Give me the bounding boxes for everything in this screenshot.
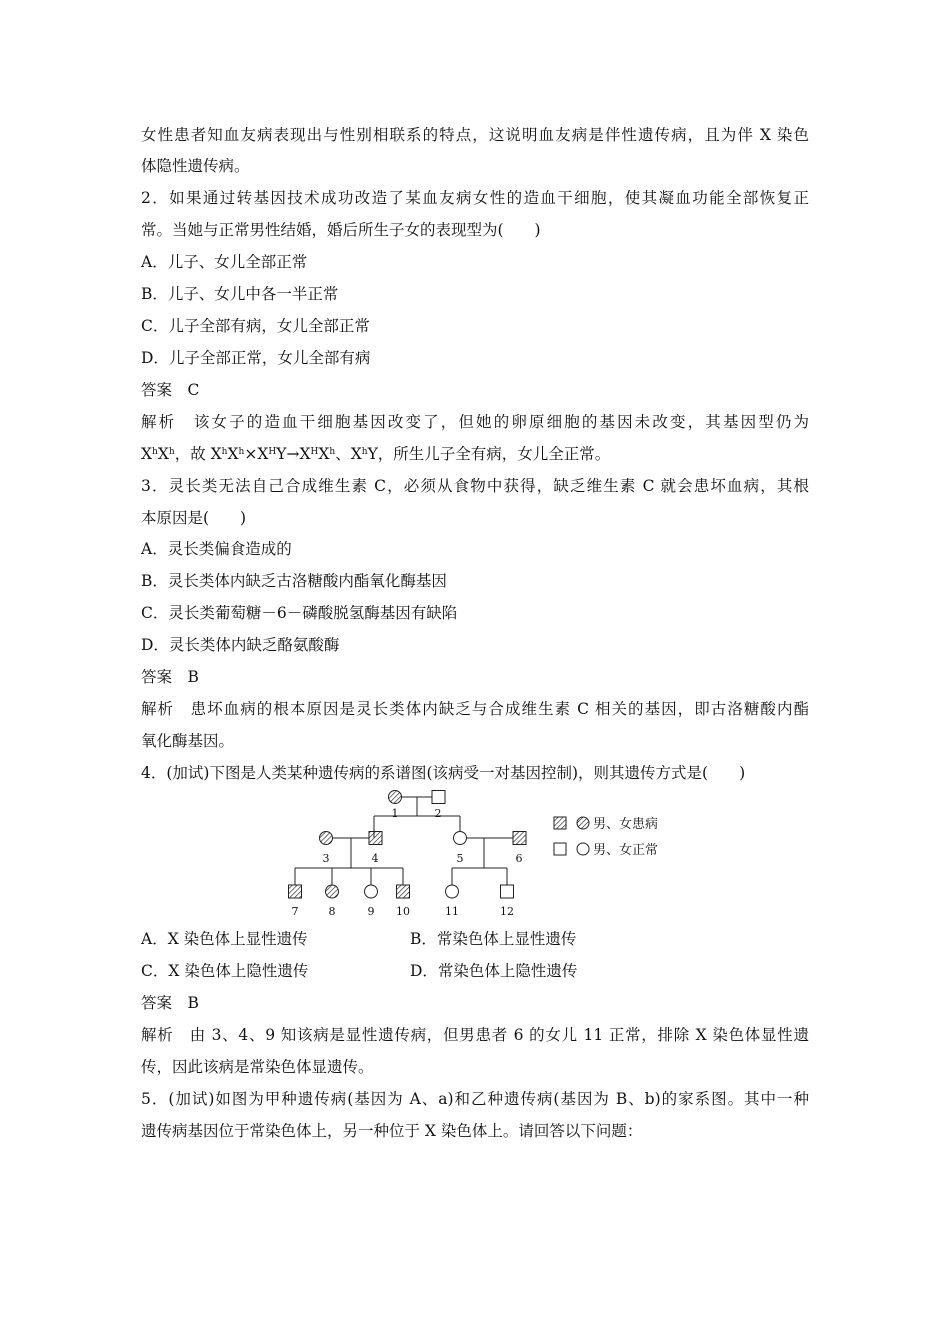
text-line: 女性患者知血友病表现出与性别相联系的特点，这说明血友病是伴性遗传病，且为伴 X 染色 [141, 126, 809, 144]
genotype-text: ，故 [174, 445, 211, 463]
cross-sign: × [244, 445, 258, 463]
individual-label: 11 [445, 905, 459, 918]
allele-sup: h [361, 447, 368, 457]
individual-label: 12 [500, 905, 514, 918]
genotype-text: Y [367, 445, 378, 463]
explanation: 解析 该女子的造血干细胞基因改变了，但她的卵原细胞的基因未改变，其基因型仍为 [141, 413, 809, 431]
genotype-text: Y [276, 445, 287, 463]
genotype-text: 、 [335, 445, 351, 463]
answer: 答案 B [141, 994, 199, 1012]
genotype-text: X [210, 445, 222, 463]
option-a: A．灵长类偏食造成的 [141, 540, 292, 558]
individual-label: 5 [456, 852, 464, 865]
option-c: C．儿子全部有病，女儿全部正常 [141, 317, 370, 335]
genotype-text: X [318, 445, 330, 463]
question-2-cont: 常。当她与正常男性结婚，婚后所生子女的表现型为( ) [141, 221, 541, 239]
normal-female-symbol [446, 885, 459, 898]
genotype-text: ，所生儿子全有病，女儿全正常。 [377, 445, 611, 463]
legend-affected-label: 男、女患病 [593, 817, 659, 832]
allele-sup: h [329, 447, 336, 457]
question-2: 2．如果通过转基因技术成功改造了某血友病女性的造血干细胞，使其凝血功能全部恢复正 [141, 189, 809, 207]
option-b: B．常染色体上显性遗传 [410, 930, 577, 948]
question-4: 4．(加试)下图是人类某种遗传病的系谱图(该病受一对基因控制)，则其遗传方式是( ) [141, 764, 746, 782]
option-a: A．X 染色体上显性遗传 [141, 930, 308, 948]
genotype-text: X [141, 445, 153, 463]
affected-male-symbol [369, 832, 382, 845]
affected-male-symbol [397, 885, 410, 898]
option-d: D．灵长类体内缺乏酪氨酸酶 [141, 636, 340, 654]
allele-sup: h [168, 447, 175, 457]
individual-label: 3 [322, 852, 330, 865]
option-b: B．儿子、女儿中各一半正常 [141, 285, 339, 303]
answer: 答案 B [141, 668, 199, 686]
individual-label: 4 [371, 852, 379, 865]
legend-affected-male-symbol [554, 817, 566, 829]
affected-female-symbol [389, 791, 402, 804]
allele-sup: H [310, 447, 319, 457]
genotype-text: X [157, 445, 169, 463]
pedigree-chart [280, 788, 680, 922]
genotype-text: X [299, 445, 311, 463]
affected-female-symbol [326, 885, 339, 898]
normal-male-symbol [501, 885, 514, 898]
allele-sup: H [268, 447, 277, 457]
option-c: C．灵长类葡萄糖－6－磷酸脱氢酶基因有缺陷 [141, 604, 458, 622]
legend-affected-female-symbol [577, 817, 589, 829]
explanation-cont: 氧化酶基因。 [141, 732, 235, 750]
answer: 答案 C [141, 381, 200, 399]
option-b: B．灵长类体内缺乏古洛糖酸内酯氧化酶基因 [141, 572, 447, 590]
allele-sup: h [221, 447, 228, 457]
individual-label: 6 [515, 852, 523, 865]
explanation: 解析 由 3、4、9 知该病是显性遗传病，但男患者 6 的女儿 11 正常，排除 X 染色体显性遗 [141, 1026, 809, 1044]
option-d: D．常染色体上隐性遗传 [410, 962, 578, 980]
normal-female-symbol [365, 885, 378, 898]
affected-male-symbol [513, 832, 526, 845]
question-3-cont: 本原因是( ) [141, 509, 247, 527]
question-5-cont: 遗传病基因位于常染色体上，另一种位于 X 染色体上。请回答以下问题： [141, 1122, 643, 1140]
individual-label: 1 [391, 807, 399, 820]
option-c: C．X 染色体上隐性遗传 [141, 962, 309, 980]
question-5: 5．(加试)如图为甲种遗传病(基因为 A、a)和乙种遗传病(基因为 B、b)的家系图。其中一种 [141, 1090, 809, 1108]
normal-female-symbol [454, 832, 467, 845]
explanation-cont: 传，因此该病是常染色体显遗传。 [141, 1058, 374, 1076]
individual-label: 7 [291, 905, 299, 918]
option-d: D．儿子全部正常，女儿全部有病 [141, 349, 371, 367]
allele-sup: h [238, 447, 245, 457]
explanation: 解析 患坏血病的根本原因是灵长类体内缺乏与合成维生素 C 相关的基因，即古洛糖酸内酯 [141, 700, 809, 718]
genotype-line [141, 443, 809, 465]
legend-normal-female-symbol [577, 843, 589, 855]
question-3: 3．灵长类无法自己合成维生素 C，必须从食物中获得，缺乏维生素 C 就会患坏血病，其根 [141, 477, 809, 495]
individual-label: 2 [434, 807, 442, 820]
individual-label: 10 [396, 905, 410, 918]
affected-male-symbol [289, 885, 302, 898]
genotype-text: X [227, 445, 239, 463]
text-line: 体隐性遗传病。 [141, 157, 250, 175]
allele-sup: h [152, 447, 158, 457]
individual-label: 8 [328, 905, 336, 918]
option-a: A．儿子、女儿全部正常 [141, 253, 308, 271]
normal-male-symbol [432, 791, 445, 804]
arrow-sign: → [286, 445, 300, 463]
affected-female-symbol [320, 832, 333, 845]
individual-label: 9 [367, 905, 375, 918]
legend-normal-male-symbol [554, 843, 566, 855]
genotype-text: X [350, 445, 362, 463]
genotype-text: X [257, 445, 269, 463]
legend-normal-label: 男、女正常 [593, 843, 659, 858]
